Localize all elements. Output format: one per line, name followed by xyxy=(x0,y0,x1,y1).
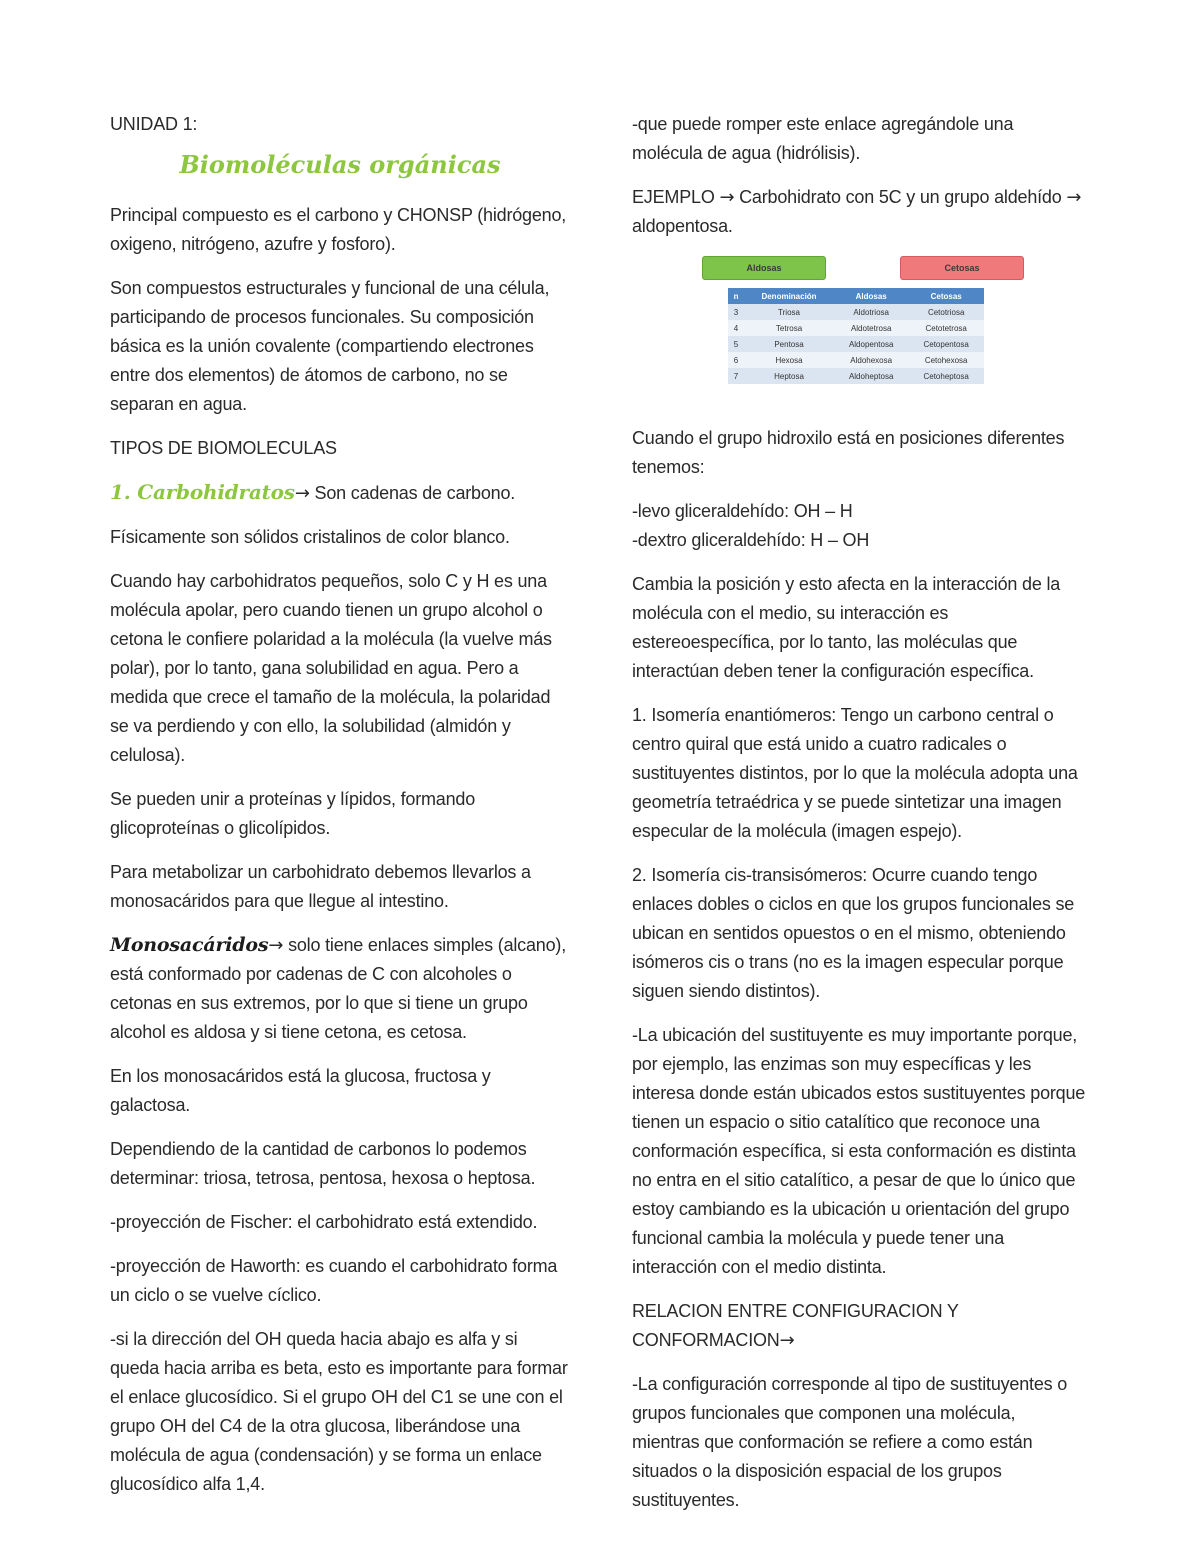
paragraph: Para metabolizar un carbohidrato debemos llevarlos a monosacáridos para que llegue al intestino. xyxy=(110,862,531,911)
paragraph: 2. Isomería cis-transisómeros: Ocurre cuando tengo enlaces dobles o ciclos en que los grupos funcionales se ubican en sentidos opuestos o en el mismo, obteniendo isómeros cis o trans (no es la imagen especular porque siguen siendo distintos). xyxy=(632,865,1075,1001)
arrow-icon: → xyxy=(719,187,735,208)
table-cell: 3 xyxy=(728,304,744,320)
paragraph: -proyección de Haworth: es cuando el carbohidrato forma un ciclo o se vuelve cíclico. xyxy=(110,1256,558,1305)
left-column xyxy=(110,110,570,1514)
example-paragraph xyxy=(632,183,1087,241)
section-heading: TIPOS DE BIOMOLECULAS xyxy=(110,438,337,458)
table-cell: Aldohexosa xyxy=(834,352,908,368)
arrow-icon: → xyxy=(1066,187,1082,208)
paragraph: -proyección de Fischer: el carbohidrato está extendido. xyxy=(110,1212,538,1232)
table-cell: 7 xyxy=(728,368,744,384)
table-cell: 4 xyxy=(728,320,744,336)
table-cell: Pentosa xyxy=(744,336,834,352)
arrow-icon: → xyxy=(268,935,284,956)
table-cell: Aldotriosa xyxy=(834,304,908,320)
relation-heading-text: RELACION ENTRE CONFIGURACION Y CONFORMACION xyxy=(632,1301,959,1350)
relation-heading xyxy=(632,1297,1087,1355)
table-row xyxy=(728,352,984,368)
table-cell: Aldotetrosa xyxy=(834,320,908,336)
table-header: Denominación xyxy=(744,288,834,304)
aldosas-tag: Aldosas xyxy=(702,256,826,280)
table-header: Cetosas xyxy=(908,288,984,304)
table-cell: Heptosa xyxy=(744,368,834,384)
document-title: Biomoléculas orgánicas xyxy=(179,150,501,179)
paragraph: Dependiendo de la cantidad de carbonos lo podemos determinar: triosa, tetrosa, pentosa, hexosa o heptosa. xyxy=(110,1139,536,1188)
table-cell: 6 xyxy=(728,352,744,368)
table-cell: Hexosa xyxy=(744,352,834,368)
cetosas-tag: Cetosas xyxy=(900,256,1024,280)
table-header: Aldosas xyxy=(834,288,908,304)
example-label: EJEMPLO xyxy=(632,187,715,207)
monosaccharides-paragraph xyxy=(110,931,570,1047)
paragraph: -La configuración corresponde al tipo de sustituyentes o grupos funcionales que componen una molécula, mientras que conformación se refiere a como están situados o la disposición espacial de los grupos sustituyentes. xyxy=(632,1374,1068,1510)
paragraph: Principal compuesto es el carbono y CHONSP (hidrógeno, oxigeno, nitrógeno, azufre y fosforo). xyxy=(110,205,567,254)
paragraph: 1. Isomería enantiómeros: Tengo un carbono central o centro quiral que está unido a cuatro radicales o sustituyentes distintos, por lo que la molécula adopta una geometría tetraédrica y se puede sintetizar una imagen especular de la molécula (imagen espejo). xyxy=(632,705,1078,841)
paragraph: -que puede romper este enlace agregándole una molécula de agua (hidrólisis). xyxy=(632,114,1014,163)
example-text: Carbohidrato con 5C y un grupo aldehído xyxy=(734,187,1067,207)
paragraph: -si la dirección del OH queda hacia abajo es alfa y si queda hacia arriba es beta, esto es importante para formar el enlace glucosídico. Si el grupo OH del C1 se une con el grupo OH del C4 de la otra glucosa, liberándose una molécula de agua (condensación) y se forma un enlace glucosídico alfa 1,4. xyxy=(110,1329,568,1494)
unit-label: UNIDAD 1: xyxy=(110,114,198,134)
table-row xyxy=(728,304,984,320)
table-cell: Tetrosa xyxy=(744,320,834,336)
paragraph: -La ubicación del sustituyente es muy importante porque, por ejemplo, las enzimas son muy específicas y les interesa donde están ubicados estos sustituyentes porque tienen un espacio o sitio catalítico que reconoce una conformación específica, si esta conformación es distinta no entra en el sitio catalítico, a pesar de que lo único que estoy cambiando es la ubicación u orientación del grupo funcional cambia la molécula y puede tener una interacción con el medio distinta. xyxy=(632,1025,1086,1277)
aldosas-cetosas-figure xyxy=(702,256,1032,406)
paragraph: Físicamente son sólidos cristalinos de color blanco. xyxy=(110,527,510,547)
table-cell: 5 xyxy=(728,336,744,352)
table-row xyxy=(728,320,984,336)
table-cell: Aldopentosa xyxy=(834,336,908,352)
carbohydrates-heading: 1. Carbohidratos xyxy=(110,480,295,504)
table-cell: Cetohexosa xyxy=(908,352,984,368)
right-column xyxy=(632,110,1087,1530)
table-cell: Cetotetrosa xyxy=(908,320,984,336)
paragraph: Son compuestos estructurales y funcional de una célula, participando de procesos funcionales. Su composición básica es la unión covalente (compartiendo electrones entre dos elementos) de átomos de carbono, no se separan en agua. xyxy=(110,278,550,414)
arrow-icon: → xyxy=(294,483,310,504)
table-cell: Triosa xyxy=(744,304,834,320)
paragraph: En los monosacáridos está la glucosa, fructosa y galactosa. xyxy=(110,1066,491,1115)
paragraph: Cambia la posición y esto afecta en la interacción de la molécula con el medio, su interacción es estereoespecífica, por lo tanto, las moléculas que interactúan deben tener la configuración específica. xyxy=(632,574,1061,681)
carbohydrates-text: Son cadenas de carbono. xyxy=(309,483,516,503)
example-end: aldopentosa. xyxy=(632,216,733,236)
levo-dextro-paragraph xyxy=(632,497,1087,555)
table-row xyxy=(728,336,984,352)
paragraph: Cuando el grupo hidroxilo está en posiciones diferentes tenemos: xyxy=(632,428,1065,477)
carbohydrates-paragraph xyxy=(110,478,570,508)
monosaccharides-heading: Monosacáridos xyxy=(110,934,269,956)
monosaccharide-table xyxy=(728,288,984,384)
table-cell: Aldoheptosa xyxy=(834,368,908,384)
table-header: n xyxy=(728,288,744,304)
paragraph: Se pueden unir a proteínas y lípidos, formando glicoproteínas o glicolípidos. xyxy=(110,789,476,838)
paragraph: Cuando hay carbohidratos pequeños, solo C y H es una molécula apolar, pero cuando tienen un grupo alcohol o cetona le confiere polaridad a la molécula (la vuelve más polar), por lo tanto, gana solubilidad en agua. Pero a medida que crece el tamaño de la molécula, la polaridad se va perdiendo y con ello, la solubilidad (almidón y celulosa). xyxy=(110,571,552,765)
dextro-line: -dextro gliceraldehído: H – OH xyxy=(632,530,870,550)
table-cell: Cetotriosa xyxy=(908,304,984,320)
arrow-icon: → xyxy=(779,1330,795,1351)
table-cell: Cetoheptosa xyxy=(908,368,984,384)
monosaccharides-text: solo tiene enlaces simples (alcano), está conformado por cadenas de C con alcoholes o cetonas en sus extremos, por lo que si tiene un grupo alcohol es aldosa y si tiene cetona, es cetosa. xyxy=(110,935,567,1042)
table-row xyxy=(728,368,984,384)
table-cell: Cetopentosa xyxy=(908,336,984,352)
levo-line: -levo gliceraldehído: OH – H xyxy=(632,501,853,521)
table-header-row xyxy=(728,288,984,304)
